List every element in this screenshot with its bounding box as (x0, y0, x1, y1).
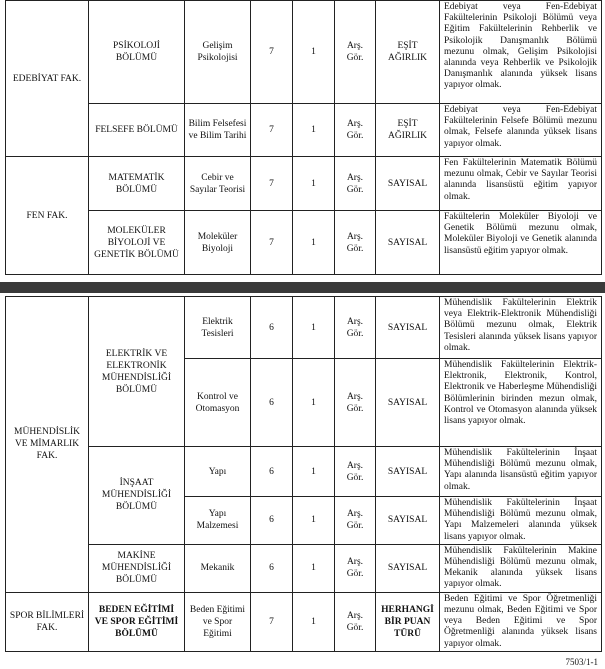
title-cell: Arş. Gör. (335, 359, 376, 447)
table-row (6, 1, 602, 104)
count-cell: 1 (293, 447, 335, 497)
description-cell: Edebiyat veya Fen-Edebiyat Fakültelerinin Felsefe Bölümü mezunu olmak, Felsefe alanında yüksek lisans yapıyor olmak. (440, 104, 602, 157)
description-cell: Fen Fakültelerinin Matematik Bölümü mezunu olmak, Cebir ve Sayılar Teorisi alanında lisansüstü eğitim yapıyor olmak. (440, 157, 602, 211)
degree-cell: 7 (251, 211, 293, 275)
page-separator (0, 282, 605, 293)
count-cell: 1 (293, 1, 335, 104)
top-table (5, 0, 602, 275)
description-cell: Fakültelerin Moleküler Biyoloji ve Genetik Bölümü mezunu olmak, Moleküler Biyoloji ve Genetik alanında lisansüstü eğitim yapıyor olmak. (440, 211, 602, 275)
title-cell: Arş. Gör. (335, 157, 376, 211)
title-cell: Arş. Gör. (335, 211, 376, 275)
count-cell: 1 (293, 497, 335, 545)
count-cell: 1 (293, 544, 335, 592)
title-cell: Arş. Gör. (335, 544, 376, 592)
department-cell: MOLEKÜLER BİYOLOJİ VE GENETİK BÖLÜMÜ (89, 211, 185, 275)
page-number: 7503/1-1 (565, 657, 598, 667)
division-cell: Yapı Malzemesi (185, 497, 251, 545)
degree-cell: 7 (251, 592, 293, 651)
department-cell: MATEMATİK BÖLÜMÜ (89, 157, 185, 211)
degree-cell: 6 (251, 297, 293, 359)
count-cell: 1 (293, 297, 335, 359)
table-row (6, 157, 602, 211)
count-cell: 1 (293, 157, 335, 211)
score-type-cell: HERHANGİ BİR PUAN TÜRÜ (376, 592, 440, 651)
table-row (6, 447, 602, 497)
faculty-cell: FEN FAK. (6, 157, 89, 275)
department-cell: PSİKOLOJİ BÖLÜMÜ (89, 1, 185, 104)
division-cell: Beden Eğitimi ve Spor Eğitimi (185, 592, 251, 651)
score-type-cell: SAYISAL (376, 359, 440, 447)
score-type-cell: EŞİT AĞIRLIK (376, 1, 440, 104)
degree-cell: 7 (251, 157, 293, 211)
description-cell: Mühendislik Fakültelerinin Elektrik-Elektronik, Elektronik, Kontrol, Elektronik ve Haberleşme Mühendisliği Bölümlerinin birinden mezun olmak, Kontrol ve Otomasyon alanında yüksek lisans yapıyor olmak. (440, 359, 602, 447)
division-cell: Elektrik Tesisleri (185, 297, 251, 359)
degree-cell: 7 (251, 1, 293, 104)
division-cell: Cebir ve Sayılar Teorisi (185, 157, 251, 211)
staff-table-bottom (5, 296, 602, 652)
department-cell: FELSEFE BÖLÜMÜ (89, 104, 185, 157)
description-cell: Beden Eğitimi ve Spor Öğretmenliği mezunu olmak, Beden Eğitimi ve Spor veya Beden Eğitimi ve Spor Öğretmenliği alanında yüksek lisans yapıyor olmak. (440, 592, 602, 651)
description-cell: Mühendislik Fakültelerinin Elektrik veya Elektrik-Elektronik Mühendisliği Bölümü mezunu olmak, Elektrik Tesisleri alanında yüksek lisans yapıyor olmak. (440, 297, 602, 359)
count-cell: 1 (293, 104, 335, 157)
table-row (6, 297, 602, 359)
degree-cell: 6 (251, 497, 293, 545)
faculty-cell: MÜHENDİSLİK VE MİMARLIK FAK. (6, 297, 89, 593)
score-type-cell: SAYISAL (376, 157, 440, 211)
score-type-cell: SAYISAL (376, 544, 440, 592)
score-type-cell: EŞİT AĞIRLIK (376, 104, 440, 157)
title-cell: Arş. Gör. (335, 592, 376, 651)
degree-cell: 6 (251, 447, 293, 497)
title-cell: Arş. Gör. (335, 497, 376, 545)
score-type-cell: SAYISAL (376, 297, 440, 359)
division-cell: Kontrol ve Otomasyon (185, 359, 251, 447)
department-cell: ELEKTRİK VE ELEKTRONİK MÜHENDİSLİĞİ BÖLÜMÜ (89, 297, 185, 447)
description-cell: Mühendislik Fakültelerinin İnşaat Mühendisliği Bölümü mezunu olmak, Yapı alanında lisansüstü eğitim yapıyor olmak. (440, 447, 602, 497)
title-cell: Arş. Gör. (335, 1, 376, 104)
division-cell: Gelişim Psikolojisi (185, 1, 251, 104)
division-cell: Yapı (185, 447, 251, 497)
table-row (6, 544, 602, 592)
title-cell: Arş. Gör. (335, 447, 376, 497)
description-cell: Edebiyat veya Fen-Edebiyat Fakültelerinin Psikoloji Bölümü veya Eğitim Fakültelerinin Rehberlik ve Psikolojik Danışmanlık Bölümü mezunu olmak, Gelişim Psikolojisi alanında veya Rehberlik ve Psikolojik Danışmanlık alanında yüksek lisans yapıyor olmak. (440, 1, 602, 104)
score-type-cell: SAYISAL (376, 211, 440, 275)
description-cell: Mühendislik Fakültelerinin Makine Mühendisliği Bölümü mezunu olmak, Mekanik alanında yüksek lisans yapıyor olmak. (440, 544, 602, 592)
division-cell: Mekanik (185, 544, 251, 592)
count-cell: 1 (293, 592, 335, 651)
count-cell: 1 (293, 211, 335, 275)
score-type-cell: SAYISAL (376, 497, 440, 545)
department-cell: MAKİNE MÜHENDİSLİĞİ BÖLÜMÜ (89, 544, 185, 592)
description-cell: Mühendislik Fakültelerinin İnşaat Mühendisliği Bölümü mezunu olmak, Yapı Malzemeleri alanında yüksek lisans yapıyor olmak. (440, 497, 602, 545)
degree-cell: 6 (251, 359, 293, 447)
degree-cell: 6 (251, 544, 293, 592)
bottom-table (5, 296, 602, 652)
department-cell: BEDEN EĞİTİMİ VE SPOR EĞİTİMİ BÖLÜMÜ (89, 592, 185, 651)
table-row (6, 211, 602, 275)
table-row (6, 104, 602, 157)
count-cell: 1 (293, 359, 335, 447)
degree-cell: 7 (251, 104, 293, 157)
division-cell: Bilim Felsefesi ve Bilim Tarihi (185, 104, 251, 157)
division-cell: Moleküler Biyoloji (185, 211, 251, 275)
score-type-cell: SAYISAL (376, 447, 440, 497)
table-row (6, 592, 602, 651)
staff-table-top (5, 0, 602, 275)
title-cell: Arş. Gör. (335, 297, 376, 359)
title-cell: Arş. Gör. (335, 104, 376, 157)
department-cell: İNŞAAT MÜHENDİSLİĞİ BÖLÜMÜ (89, 447, 185, 545)
faculty-cell: EDEBİYAT FAK. (6, 1, 89, 157)
faculty-cell: SPOR BİLİMLERİ FAK. (6, 592, 89, 651)
